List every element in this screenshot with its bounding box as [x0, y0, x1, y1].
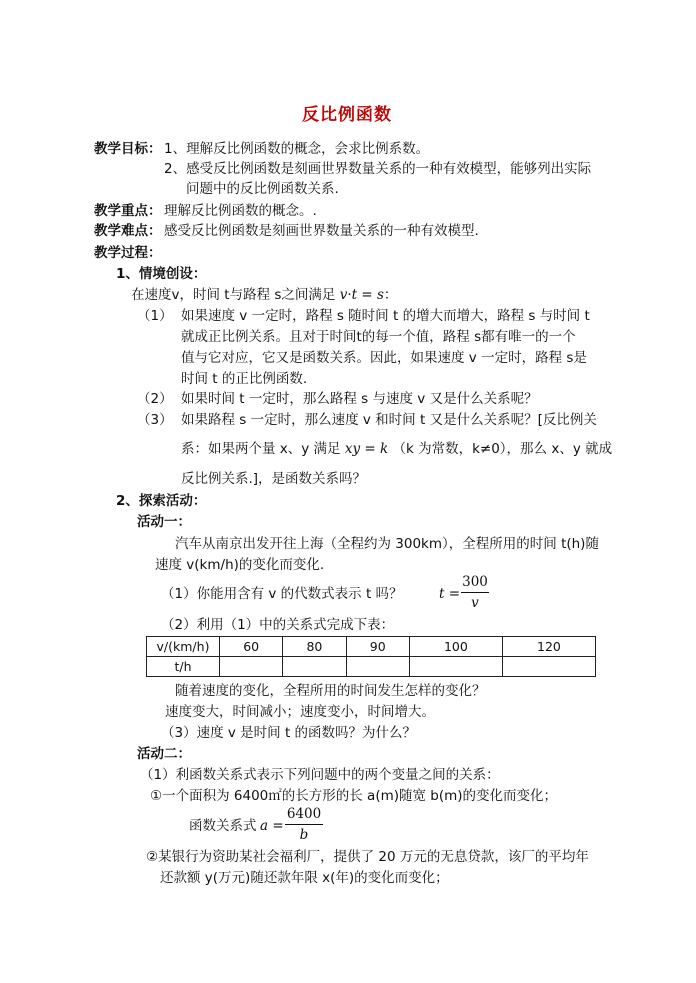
goal-item-1: 1、理解反比例函数的概念，会求比例系数。 [164, 141, 430, 157]
table-cell-time[interactable] [409, 657, 502, 677]
section1-heading: 1、情境创设： [116, 266, 207, 282]
intro-end: ： [383, 287, 398, 303]
table-header-speed: v/(km/h) [147, 637, 220, 657]
table-row [147, 637, 596, 657]
table-cell-speed: 80 [283, 637, 346, 657]
activity2-formula-fraction [285, 805, 323, 844]
table-cell-time[interactable] [283, 657, 346, 677]
q3-line2-end: （k 为常数，k≠0），那么 x、y 就成 [392, 441, 613, 457]
difficulty-text: 感受反比例函数是刻画世界数量关系的一种有效模型. [164, 223, 479, 239]
section2-heading: 2、探索活动： [116, 493, 207, 509]
activity1-formula-lhs: t = [439, 586, 461, 602]
activity1-q1: （1）你能用含有 v 的代数式表示 t 吗？ [161, 586, 403, 602]
table-cell-time[interactable] [220, 657, 283, 677]
table-cell-speed: 60 [220, 637, 283, 657]
activity1-q3: （3）速度 v 是时间 t 的函数吗？为什么？ [161, 725, 417, 741]
fraction-numerator: 6400 [286, 806, 322, 822]
goals-label: 教学目标： [94, 141, 162, 157]
table-cell-time[interactable] [502, 657, 595, 677]
q3-line1: 如果路程 s 一定时，那么速度 v 和时间 t 又是什么关系呢？[反比例关 [181, 412, 597, 428]
fraction-denominator: v [471, 595, 479, 611]
activity2-formula-label: 函数关系式 [189, 818, 257, 834]
activity1-note2: 速度变大，时间减小；速度变小，时间增大。 [165, 704, 435, 720]
intro-text: 在速度v，时间 t与路程 s之间满足 [131, 287, 336, 303]
q1-number: （1） [137, 308, 173, 324]
activity1-label: 活动一： [137, 514, 191, 530]
page-title: 反比例函数 [302, 105, 392, 125]
q2-number: （2） [137, 391, 173, 407]
process-label: 教学过程： [94, 245, 162, 261]
activity1-text-line2: 速度 v(km/h)的变化而变化. [155, 557, 325, 573]
fraction-denominator: b [299, 827, 309, 843]
activity2-formula-lhs: a = [260, 818, 284, 834]
table-cell-speed: 100 [409, 637, 502, 657]
activity2-sub2-line1: ②某银行为资助某社会福利厂，提供了 20 万元的无息贷款，该厂的平均年 [146, 849, 589, 865]
speed-time-table [146, 636, 596, 677]
q1-line: 值与它对应，它又是函数关系。因此，如果速度 v 一定时，路程 s是 [181, 350, 587, 366]
q1-line: 就成正比例关系。且对于时间t的每一个值，路程 s都有唯一的一个 [181, 329, 576, 345]
goal-item-2-line1: 2、感受反比例函数是刻画世界数量关系的一种有效模型，能够列出实际 [164, 161, 592, 177]
intro-formula: v·t = s [339, 287, 384, 303]
activity2-item1: （1）利函数关系式表示下列问题中的两个变量之间的关系： [140, 767, 500, 783]
key-point-text: 理解反比例函数的概念。. [164, 203, 317, 219]
activity1-q2: （2）利用（1）中的关系式完成下表： [161, 617, 395, 633]
q3-line2 [181, 440, 612, 458]
q3-line2-start: 系：如果两个量 x、y 满足 [181, 441, 341, 457]
table-header-time: t/h [147, 657, 220, 677]
q3-line3: 反比例关系.]，是函数关系吗？ [181, 471, 367, 487]
activity2-sub2-line2: 还款额 y(万元)随还款年限 x(年)的变化而变化； [160, 870, 449, 886]
activity1-note1: 随着速度的变化，全程所用的时间发生怎样的变化？ [175, 683, 486, 699]
table-cell-speed: 90 [346, 637, 409, 657]
q1-line: 时间 t 的正比例函数. [181, 371, 308, 387]
section1-intro [131, 286, 397, 304]
activity1-text-line1: 汽车从南京出发开往上海（全程约为 300km），全程所用的时间 t(h)随 [175, 536, 599, 552]
activity2-sub1: ①一个面积为 6400㎡的长方形的长 a(m)随宽 b(m)的变化而变化； [150, 788, 558, 804]
table-cell-time[interactable] [346, 657, 409, 677]
difficulty-label: 教学难点： [94, 223, 162, 239]
q1-line: 如果速度 v 一定时，路程 s 随时间 t 的增大而增大，路程 s 与时间 t [181, 308, 590, 324]
fraction-numerator: 300 [462, 574, 488, 590]
q2-text: 如果时间 t 一定时，那么路程 s 与速度 v 又是什么关系呢？ [181, 391, 538, 407]
table-cell-speed: 120 [502, 637, 595, 657]
goal-item-2-line2: 问题中的反比例函数关系. [186, 181, 339, 197]
activity2-label: 活动二： [137, 746, 191, 762]
fraction-bar [461, 592, 489, 593]
fraction-bar [285, 824, 323, 825]
activity1-formula-fraction [461, 573, 489, 612]
q3-formula: xy = k [344, 441, 389, 457]
table-row [147, 657, 596, 677]
key-point-label: 教学重点： [94, 203, 162, 219]
q3-number: （3） [137, 412, 173, 428]
